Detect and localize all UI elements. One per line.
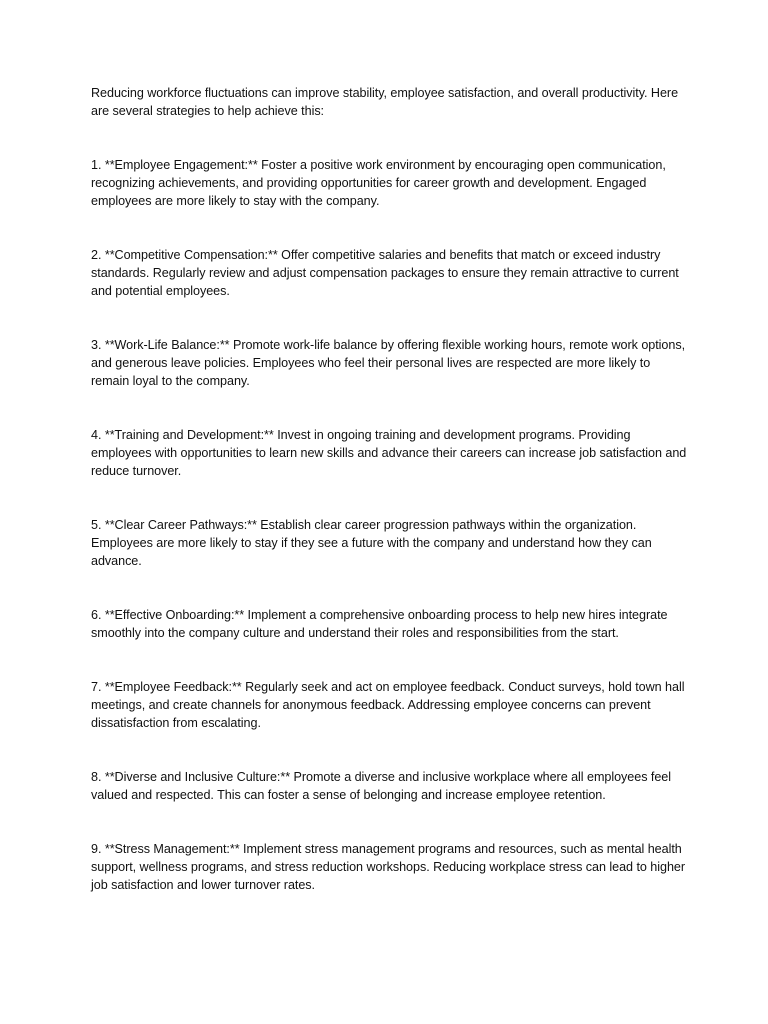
- list-item: 6. **Effective Onboarding:** Implement a comprehensive onboarding process to help new hires integrate smoothly into the company culture and understand their roles and responsibilities from the start.: [91, 608, 668, 640]
- list-item: 9. **Stress Management:** Implement stress management programs and resources, such as mental health support, wellness programs, and stress reduction workshops. Reducing workplace stress can lead to higher job satisfaction and lower turnover rates.: [91, 842, 686, 892]
- list-item: 1. **Employee Engagement:** Foster a positive work environment by encouraging open communication, recognizing achievements, and providing opportunities for career growth and development. Engaged employees are more likely to stay with the company.: [91, 158, 666, 208]
- list-item: 4. **Training and Development:** Invest in ongoing training and development programs. Providing employees with opportunities to learn new skills and advance their careers can increase job satisfaction and reduce turnover.: [91, 428, 687, 478]
- document-body: [91, 84, 687, 930]
- list-item: 8. **Diverse and Inclusive Culture:** Promote a diverse and inclusive workplace where all employees feel valued and respected. This can foster a sense of belonging and increase employee retention.: [91, 770, 671, 802]
- intro-paragraph: Reducing workforce fluctuations can improve stability, employee satisfaction, and overall productivity. Here are several strategies to help achieve this:: [91, 86, 679, 118]
- list-item: 5. **Clear Career Pathways:** Establish clear career progression pathways within the organization. Employees are more likely to stay if they see a future with the company and understand how they can advance.: [91, 518, 652, 568]
- list-item: 3. **Work-Life Balance:** Promote work-life balance by offering flexible working hours, remote work options, and generous leave policies. Employees who feel their personal lives are respected are more likely to remain loyal to the company.: [91, 338, 686, 388]
- list-item: 7. **Employee Feedback:** Regularly seek and act on employee feedback. Conduct surveys, hold town hall meetings, and create channels for anonymous feedback. Addressing employee concerns can prevent dissatisfaction from escalating.: [91, 680, 685, 730]
- list-item: 2. **Competitive Compensation:** Offer competitive salaries and benefits that match or exceed industry standards. Regularly review and adjust compensation packages to ensure they remain attractive to current and potential employees.: [91, 248, 679, 298]
